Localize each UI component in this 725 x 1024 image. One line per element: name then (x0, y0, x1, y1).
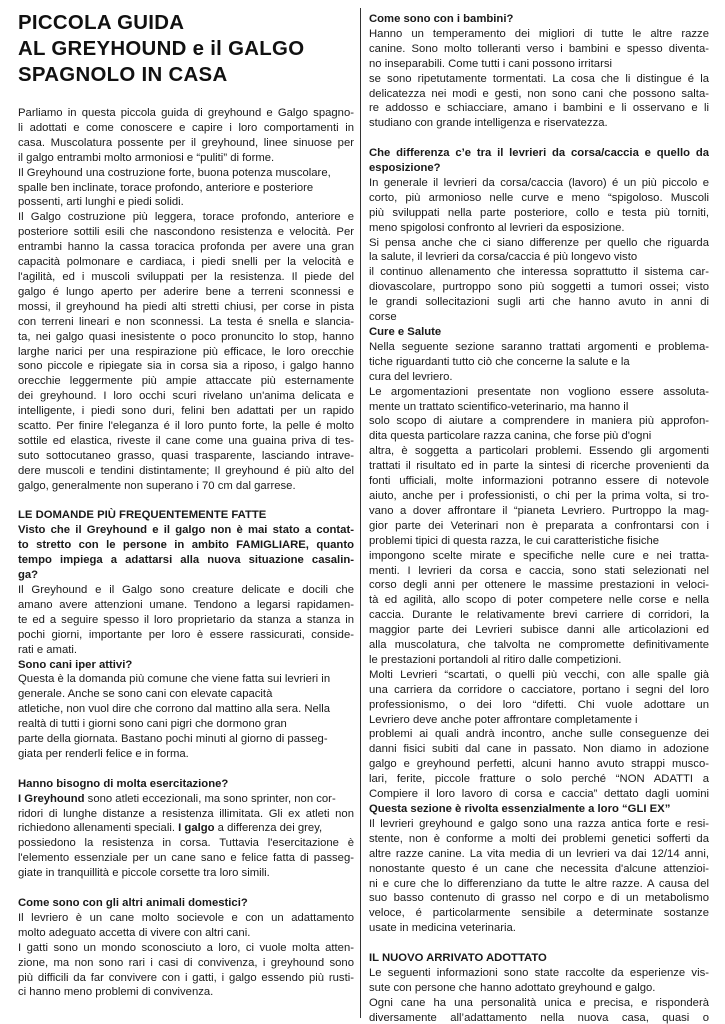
text-line: menti. I levrieri da corsa e caccia, sono stati selezionati nel (369, 564, 709, 577)
text-line: trattati il risultato ed in parte la sintesi di ricerche provenienti da (369, 460, 709, 473)
text-line: aiuto, anche per i professionisti, o chi per la prima volta, si tro- (369, 489, 709, 502)
heading-line: tempo impiega a adattarsi alla nuova situazione casalin- (18, 554, 354, 567)
text-line: caccia. Durante le relativamente brevi carriere di corridori, la (369, 609, 709, 622)
text-line: orecchie leggermente più ampie attaccate più esternamente (18, 375, 354, 388)
title-line: PICCOLA GUIDA (18, 12, 185, 34)
text-line: possenti, arti lunghi e piedi solidi. (18, 196, 184, 209)
text-line: molto adeguato accetta di vivere con altri cani. (18, 926, 251, 939)
text-line: suo basso contenuto di grasso nel corpo e di un metabolismo (369, 892, 709, 905)
text-line: casa. Muscolatura possente per il greyhound, linee sinuose per (18, 136, 354, 149)
text-line: sono piccole e ripiegate sia in corsa sia a riposo, i galgo hanno (18, 360, 354, 373)
text-line: Il levriero è un cane molto socievole e con un adattamento (18, 911, 354, 924)
text-line: I Greyhound sono atleti eccezionali, ma sono sprinter, non cor- (18, 792, 336, 805)
text-line: le prestazioni portandoli al ritiro dalle competizioni. (369, 653, 622, 666)
text-line: ridori di lunghe distanze a resistenza illimitata. Gli ex atleti non (18, 807, 354, 820)
right-column-text (369, 12, 709, 1024)
text-line: galgo, generalmente non superano i 70 cm dal garrese. (18, 479, 296, 492)
text-line: realtà di tutti i giorni sono cani pigri che dormono gran (18, 718, 287, 731)
text-line: Il Greyhound e il Galgo sono creature delicate e docili che (18, 583, 354, 596)
text-line: atletiche, non vuol dire che corrono dal mattino alla sera. Nella (18, 703, 331, 716)
column-divider (360, 8, 361, 1018)
text-line: cura del levriero. (369, 370, 453, 383)
text-line: sottile ed elastica, riveste il cane come una guaina priva di tes- (18, 434, 354, 447)
text-line: problemi tipici di questa razza, le cui caratteristiche fisiche (369, 534, 660, 547)
text-line: possiedono la resistenza in corsa. Tuttavia l'esercitazione è (18, 837, 354, 850)
text-line: galgo é lungo aperto per aderire bene a terreni sconnessi e (18, 285, 354, 298)
text-line: Il Greyhound una costruzione forte, buona potenza muscolare, (18, 166, 331, 179)
text-line: fonti ufficiali, molte informazioni potranno essere di notevole (369, 475, 709, 488)
text-line: dita questa particolare razza canina, che forse più d'ogni (369, 430, 652, 443)
text-line: altra, è soggetta a particolari problemi. Essendo gli argomenti (369, 445, 709, 458)
title-line: AL GREYHOUND e il GALGO (18, 38, 305, 60)
text-line: professionismo, o dei loro “difetti. Chi vuole adottare un (369, 698, 709, 711)
text-line: Compiere il loro lavoro di corsa e caccia” dettato dagli uomini (369, 788, 709, 801)
text-line: Le argomentazioni presentate non vogliono essere assoluta- (369, 385, 709, 398)
text-line: dere muscoli e tendini distintamente; Il greyhound é più alto del (18, 464, 354, 477)
text-line: amano avere attenzioni umane. Tendono a legarsi rapidamen- (18, 598, 354, 611)
text-line: meno spigolosi confronto al levrieri da esposizione. (369, 221, 625, 234)
heading-line: Come sono con gli altri animali domestici? (18, 896, 248, 909)
text-line: più difficili da far convivere con i gatti, i galgo essendo più rusti- (18, 971, 354, 984)
text-line: tà ed agilità, allo scopo di poter competere nelle corse e nella (369, 594, 709, 607)
text-line: rati e amati. (18, 643, 78, 656)
text-line: scatto. Per finire l'eleganza é il loro punto forte, la pelle é molto (18, 420, 354, 433)
text-line: posteriore sottili esili che nascondono resistenza e velocità. Per (18, 226, 354, 239)
heading-line: Cure e Salute (369, 326, 442, 339)
text-line: parte della giornata. Bastano pochi minuti al giorno di passeg- (18, 733, 328, 746)
title-line: SPAGNOLO IN CASA (18, 64, 228, 86)
text-line: intelligente, i piedi sono duri, felini ben adattati per un rapido (18, 405, 354, 418)
paragraph-spacer (18, 762, 354, 777)
paragraph-spacer (18, 494, 354, 509)
heading-line: ga? (18, 569, 39, 582)
text-line: con terreni lineari e non sconnessi. La testa é snella e slancia- (18, 315, 354, 328)
text-line: generale. Anche se sono cani con elevate capacità (18, 688, 273, 701)
text-line: Si pensa anche che ci siano differenze per quello che riguarda (369, 236, 709, 249)
text-line: zione, ma non sono rari i casi di convivenza, i greyhound sono (18, 956, 354, 969)
text-line: gior parte dei Veterinari non è preparata a confrontarsi con i (369, 519, 709, 532)
text-line: Il levrieri greyhound e galgo sono una razza antica forte e resi- (369, 817, 709, 830)
text-line: diovascolare, purtroppo sono più soggetti a tumori ossei; visto (369, 281, 709, 294)
text-line: il continuo allenamento che interessa soprattutto il sistema car- (369, 266, 709, 279)
paragraph-spacer (369, 131, 709, 146)
text-line: diversamente all’adattamento nella nuova casa, quasi o (369, 1011, 709, 1024)
text-line: mossi, il greyhound ha piedi alti stretti chiusi, per corse in pista (18, 300, 354, 313)
page-title (18, 10, 354, 88)
text-line: Questa è la domanda più comune che viene fatta sui levrieri in (18, 673, 331, 686)
text-line: lari, ferite, piccole fratture o solo perché “NON ADATTI a (369, 773, 709, 786)
text-line: una carriera da corridore o cacciatore, portano i segni del loro (369, 683, 709, 696)
paragraph-spacer (369, 936, 709, 951)
heading-line: IL NUOVO ARRIVATO ADOTTATO (369, 952, 547, 965)
text-line: Il Galgo costruzione più leggera, torace profondo, anteriore e (18, 211, 354, 224)
text-line: Molti Levrieri “scartati, o quelli più vecchi, con alle spalle già (369, 668, 709, 681)
right-column (369, 12, 709, 1024)
text-line: suto sottocutaneo grasso, quasi trasparente, lasciando intrave- (18, 449, 354, 462)
text-line: maggior parte dei Levrieri subisce danni alle articolazioni ed (369, 624, 709, 637)
text-line: Parliamo in questa piccola guida di greyhound e Galgo spagno- (18, 107, 354, 119)
text-line: I gatti sono un mondo sconosciuto a loro, ci vuole molta atten- (18, 941, 354, 954)
heading-line: Che differenza c’e tra il levrieri da corsa/caccia e quello da (369, 147, 709, 160)
text-line: Le seguenti informazioni sono state raccolte da esperienze vis- (369, 966, 709, 979)
text-line: nonostante questo é un cane che necessita d'alcune attenzioi- (369, 862, 709, 875)
text-line: corto, più armonioso nelle curve e meno “spigoloso. Muscoli (369, 191, 709, 204)
text-line: solo scopo di aiutare a comprendere in maniera più approfon- (369, 415, 709, 428)
text-line: corse (369, 311, 397, 324)
text-line: la salute, il levrieri da corsa/caccia é più longevo visto (369, 251, 638, 264)
text-line: impongono scelte mirate e specifiche nelle cure e nei tratta- (369, 549, 709, 562)
text-line: delicatezza nei modi e gesti, non sono cani che possono salta- (369, 87, 709, 100)
text-line: ci hanno meno problemi di convivenza. (18, 986, 214, 999)
text-line: ni e cure che lo differenziano da tutte le altre razze. A causa del (369, 877, 709, 890)
heading-line: to stretto con le persone in ambito FAMIGLIARE, quanto (18, 539, 354, 552)
text-line: pochi giorni, importante per loro è essere rassicurati, conside- (18, 628, 354, 641)
left-column-text (18, 106, 354, 1000)
text-line: In generale il levrieri da corsa/caccia (lavoro) é un più piccolo e (369, 176, 709, 189)
text-line: richiedono allenamenti speciali. I galgo a differenza dei grey, (18, 822, 323, 835)
text-line: Ogni cane ha una personalità unica e precisa, e risponderà (369, 996, 709, 1009)
text-line: canine. Sono molto tolleranti verso i bambini e spesso diventa- (369, 42, 709, 55)
text-line: problemi ai quali andrà incontro, anche sulle conseguenze dei (369, 728, 709, 741)
text-line: re addosso e schiacciare, amano i bambini e li osservano e li (369, 102, 709, 115)
text-line: l'agilità, ed i muscoli sviluppati per la resistenza. Il piede del (18, 270, 354, 283)
text-line: li adottati e come conoscere e capire i loro comportamenti in (18, 121, 354, 134)
heading-line: Sono cani iper attivi? (18, 658, 133, 671)
text-line: usate in medicina veterinaria. (369, 922, 516, 935)
text-line: Hanno un temperamento dei migliori di tutte le altre razze (369, 27, 709, 40)
text-line: corso degli anni per ottenere le massime prestazioni in veloci- (369, 579, 709, 592)
text-line: spalle ben inclinate, torace profondo, anteriore e posteriore (18, 181, 314, 194)
text-line: Levriero deve anche poter affrontare completamente i (369, 713, 638, 726)
text-line: dei greyhound. I loro occhi scuri rivelano un'anima delicata e (18, 390, 354, 403)
heading-line: LE DOMANDE PIÙ FREQUENTEMENTE FATTE (18, 509, 267, 522)
text-line: tiche riguardanti tutto ciò che concerne la salute e la (369, 355, 630, 368)
text-line: l'elemento essenziale per un cane sano e felice fatta di passeg- (18, 852, 354, 865)
heading-line: esposizione? (369, 162, 441, 175)
text-line: vano a dover affrontare il “pianeta Levriero. Purtroppo la mag- (369, 504, 709, 517)
text-line: Nella seguente sezione saranno trattati argomenti e problema- (369, 340, 709, 353)
text-line: danni fisici subiti dal cane in passato. Non diamo in adozione (369, 743, 709, 756)
text-line: giate in tranquillità e piccole corsette tra loro simili. (18, 867, 270, 880)
text-line: veloce, é particolarmente sensibile a determinate sostanze (369, 907, 709, 920)
text-line: se sono ripetutamente tormentati. La cosa che li distingue é la (369, 72, 709, 85)
text-line: te ed a seguire spesso il loro proprietario da stanza a stanza in (18, 613, 354, 626)
text-line: capacità polmonare e cardiaca, i piedi snelli per la velocità e (18, 256, 354, 269)
text-line: no inseparabili. Come tutti i cani possono irritarsi (369, 57, 612, 70)
text-line: alla muscolatura, che talvolta ne compromette definitivamente (369, 639, 709, 652)
text-line: mente un trattato scientifico-veterinario, ma hanno il (369, 400, 629, 413)
text-line: le grandi sollecitazioni sugli arti che hanno avuto in anni di (369, 296, 709, 309)
text-line: larghe narici per una respirazione più efficace, le loro orecchie (18, 345, 354, 358)
text-line: galgo e greyhound perfetti, alcuni hanno avuto strappi musco- (369, 758, 709, 771)
heading-line: Visto che il Greyhound e il galgo non è mai stato a contat- (18, 524, 354, 537)
heading-line: Hanno bisogno di molta esercitazione? (18, 777, 229, 790)
text-line: stente, non è conforme a molti dei problemi genetici sofferti da (369, 832, 709, 845)
text-line: studiano con grande intelligenza e riservatezza. (369, 117, 608, 130)
paragraph-spacer (18, 881, 354, 896)
text-line: il galgo entrambi molto armoniosi e “puliti” di forme. (18, 151, 275, 164)
text-line: sute con persone che hanno adottato greyhound e galgo. (369, 981, 656, 994)
heading-line: Questa sezione è rivolta essenzialmente a loro “GLI EX” (369, 803, 671, 816)
text-line: giata per renderli felice e in forma. (18, 747, 189, 760)
heading-line: Come sono con i bambini? (369, 13, 514, 25)
text-line: più sviluppati nella parte posteriore, collo e testa più torniti, (369, 206, 709, 219)
text-line: entrambi hanno la cassa toracica profonda per avere una gran (18, 241, 354, 254)
text-line: ta, nei galgo quasi inesistente o poco pronuncito lo stop, hanno (18, 330, 354, 343)
left-column (18, 10, 354, 1024)
text-line: altre razze canine. La vita media di un levrieri va dai 12/14 anni, (369, 847, 709, 860)
